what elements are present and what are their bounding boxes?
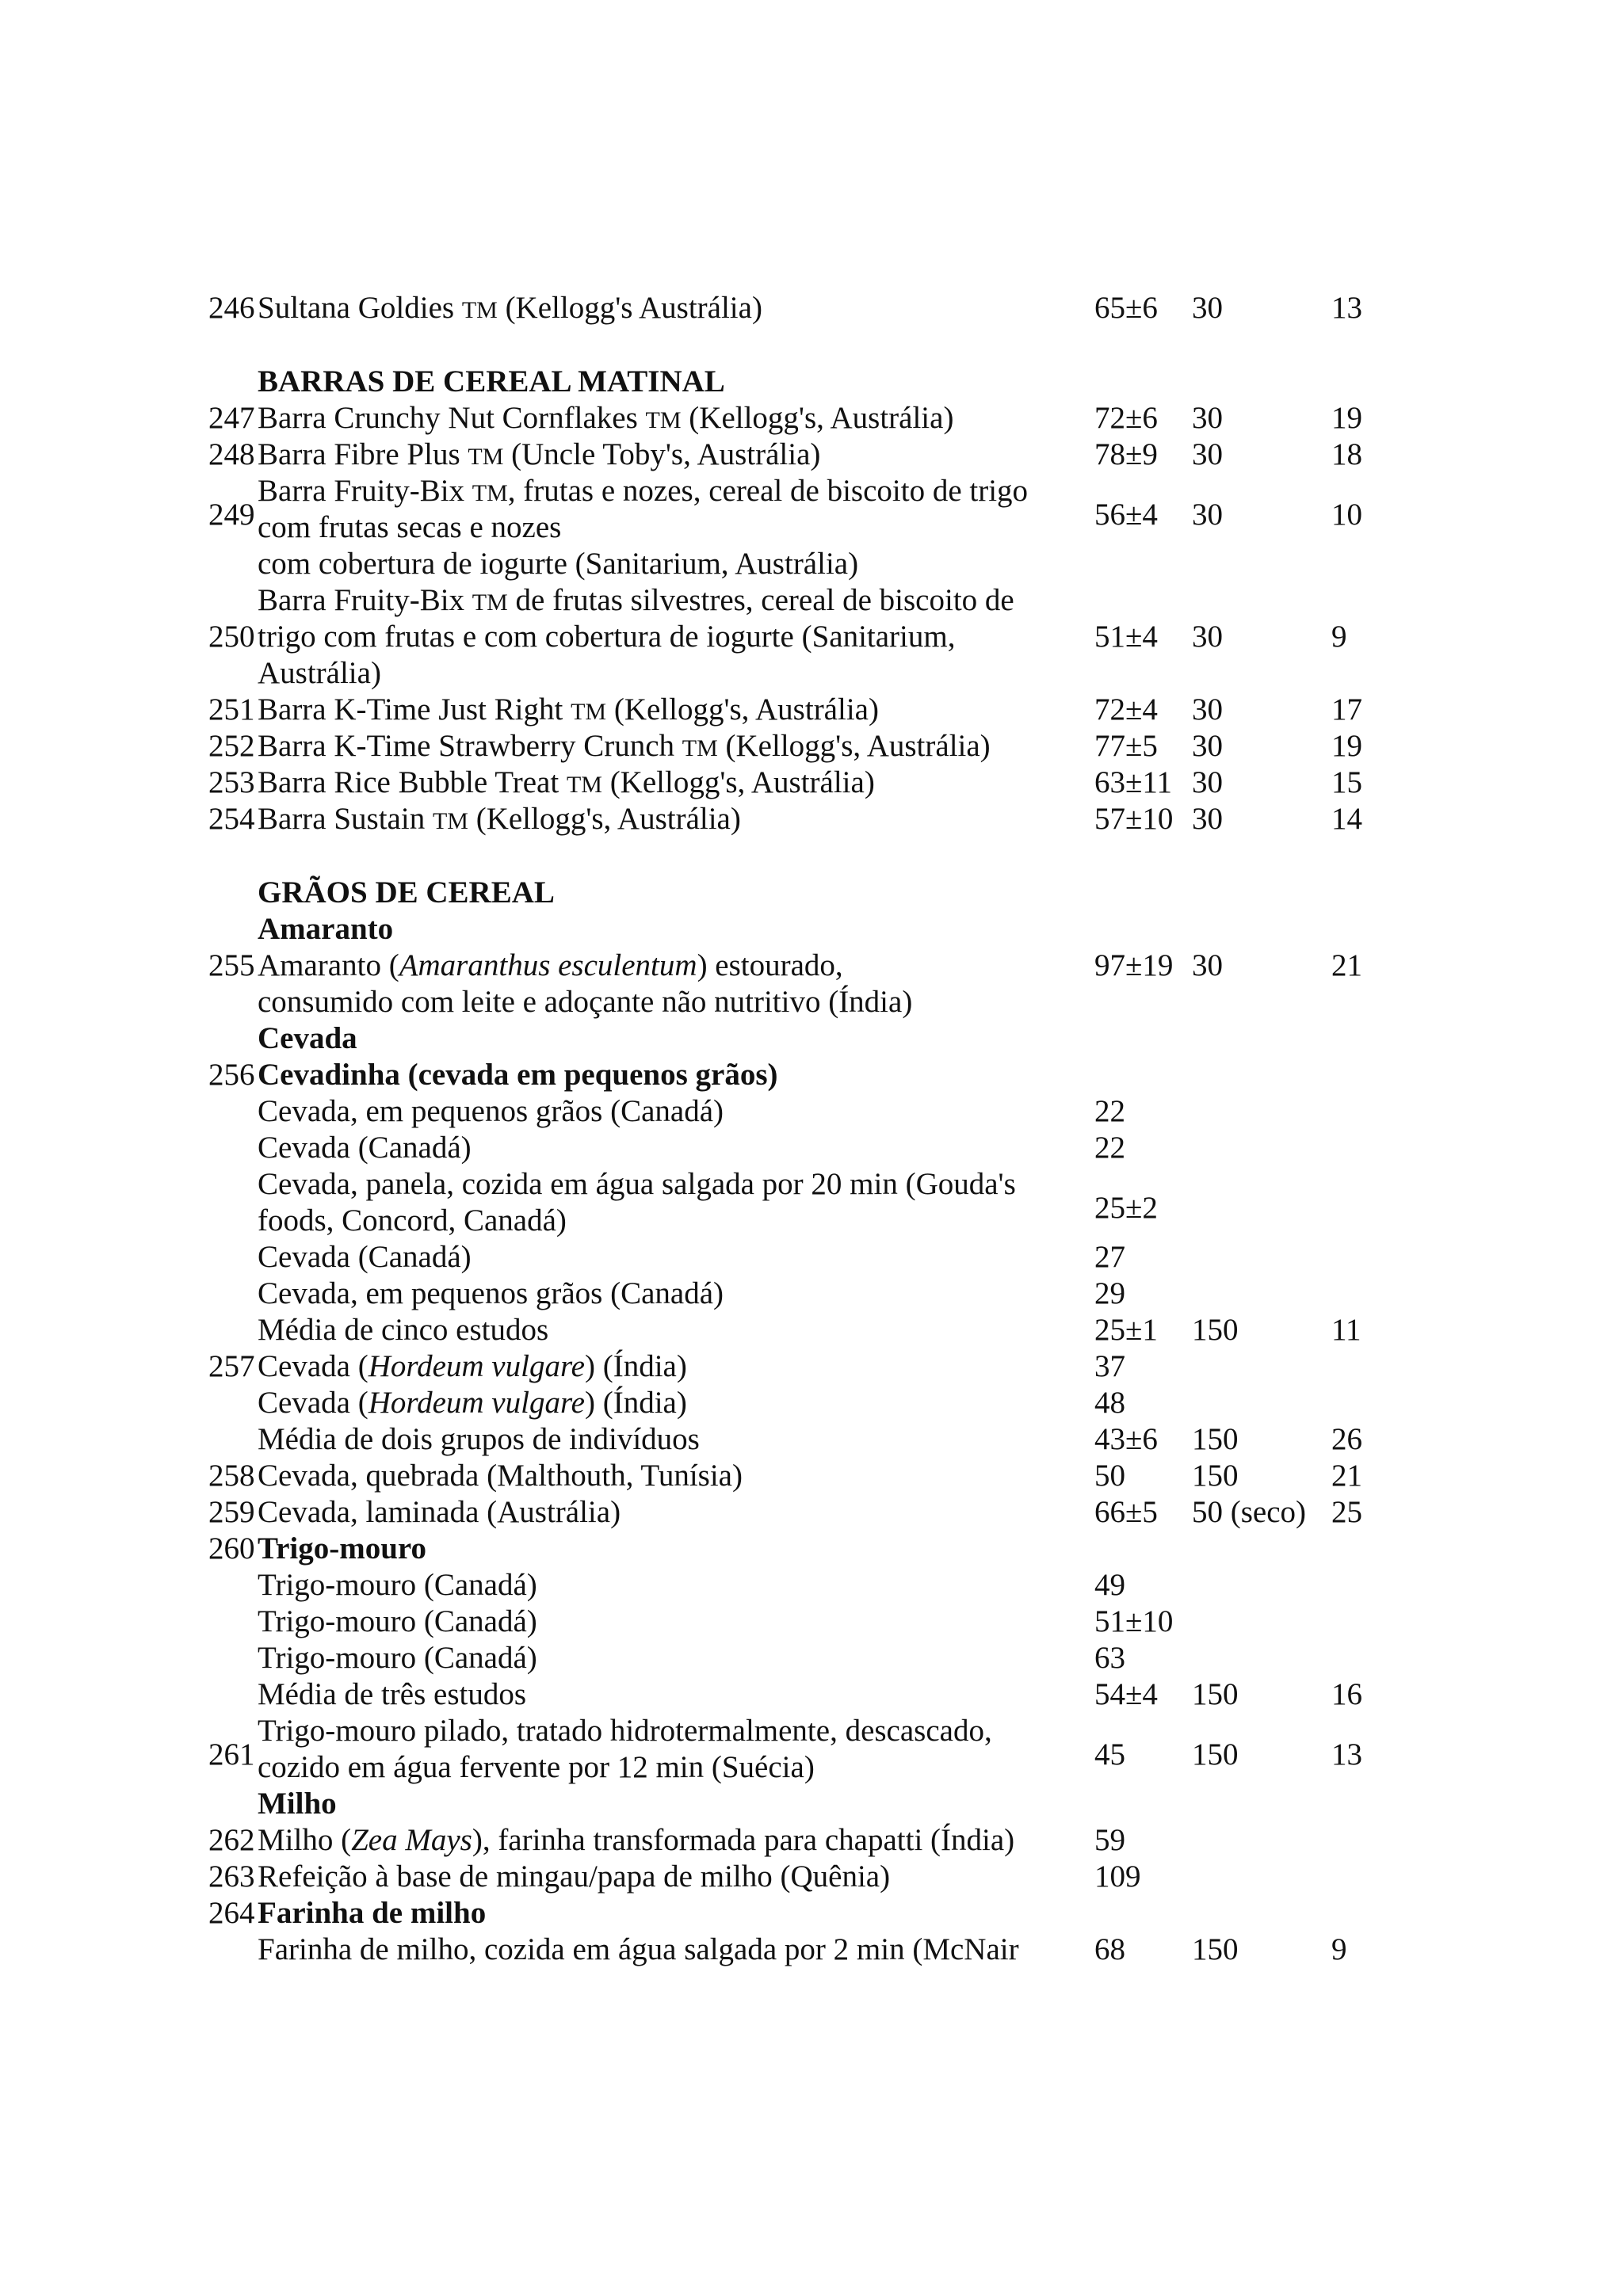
- food-description: [258, 582, 1014, 621]
- food-description: [258, 1932, 1019, 1968]
- table-row: [0, 1348, 1623, 1385]
- food-description: [258, 1713, 992, 1749]
- food-description: [258, 400, 953, 439]
- text-segment: (Kellogg's, Austrália): [468, 802, 741, 836]
- table-row: [0, 1822, 1623, 1859]
- text-segment: (Kellogg's, Austrália): [606, 692, 879, 727]
- serving-size-value: 30: [1192, 802, 1223, 836]
- glycemic-index-value: 77±5: [1094, 729, 1158, 763]
- item-number: 262: [208, 1823, 255, 1857]
- table-row: [0, 1567, 1623, 1604]
- food-description: [258, 1604, 537, 1640]
- item-number: 259: [208, 1495, 255, 1529]
- food-description: [258, 984, 912, 1020]
- food-description: [258, 1166, 1016, 1203]
- glycemic-index-value: 43±6: [1094, 1422, 1158, 1456]
- food-description: [258, 473, 1028, 512]
- text-segment: Cevada, panela, cozida em água salgada por 20 min (Gouda's: [258, 1167, 1016, 1201]
- food-description: [258, 692, 879, 730]
- glycemic-index-value: 49: [1094, 1568, 1125, 1602]
- item-number: 264: [208, 1896, 255, 1930]
- text-segment: , frutas e nozes, cereal de biscoito de trigo: [507, 474, 1029, 508]
- text-segment: Cevadinha (cevada em pequenos grãos): [258, 1058, 778, 1092]
- scientific-name: Hordeum vulgare: [368, 1386, 585, 1420]
- food-description: [258, 1822, 1014, 1859]
- text-segment: Barra Fruity-Bix: [258, 583, 472, 617]
- text-segment: Barra Fibre Plus: [258, 437, 468, 471]
- food-description: [258, 1348, 687, 1385]
- glycemic-index-value: 72±4: [1094, 692, 1158, 727]
- glycemic-index-value: 78±9: [1094, 437, 1158, 471]
- food-description: [258, 1276, 724, 1312]
- item-number: 260: [208, 1531, 255, 1566]
- section-heading: [258, 1895, 486, 1932]
- text-segment: (Kellogg's Austrália): [497, 291, 762, 325]
- text-segment: Trigo-mouro pilado, tratado hidrotermalmente, descascado,: [258, 1714, 992, 1748]
- glycemic-load-value: 16: [1331, 1677, 1362, 1711]
- table-row: [0, 1166, 1623, 1203]
- serving-size-value: 150: [1192, 1313, 1239, 1347]
- text-segment: ) (Índia): [585, 1386, 687, 1420]
- table-row: [0, 1191, 1623, 1239]
- trademark-mark: TM: [461, 297, 498, 323]
- text-segment: BARRAS DE CEREAL MATINAL: [258, 364, 725, 399]
- section-heading: [258, 364, 725, 400]
- table-row: [0, 1640, 1623, 1676]
- food-description: [258, 1385, 687, 1421]
- text-segment: Cevada, em pequenos grãos (Canadá): [258, 1094, 724, 1128]
- table-row: [0, 290, 1623, 326]
- glycemic-index-value: 57±10: [1094, 802, 1174, 836]
- food-description: [258, 1567, 537, 1604]
- food-description: [258, 801, 741, 840]
- text-segment: Barra K-Time Just Right: [258, 692, 571, 727]
- table-row: [0, 1458, 1623, 1494]
- table-row: [0, 546, 1623, 582]
- text-segment: Sultana Goldies: [258, 291, 462, 325]
- text-segment: consumido com leite e adoçante não nutritivo (Índia): [258, 985, 913, 1019]
- table-row: [0, 875, 1623, 911]
- text-segment: Cevada (: [258, 1349, 369, 1383]
- glycemic-index-value: 37: [1094, 1349, 1125, 1383]
- glycemic-index-value: 72±6: [1094, 401, 1158, 435]
- text-segment: (Kellogg's, Austrália): [681, 401, 954, 435]
- text-segment: Cevada, laminada (Austrália): [258, 1495, 621, 1529]
- food-description: [258, 619, 955, 655]
- text-segment: Barra Rice Bubble Treat: [258, 765, 567, 799]
- serving-size-value: 150: [1192, 1459, 1239, 1493]
- text-segment: Barra Crunchy Nut Cornflakes: [258, 401, 646, 435]
- serving-size-value: 150: [1192, 1932, 1239, 1966]
- text-segment: Cevada, em pequenos grãos (Canadá): [258, 1276, 724, 1310]
- table-row: [0, 984, 1623, 1020]
- table-row: [0, 1932, 1623, 1968]
- glycemic-load-value: 17: [1331, 692, 1362, 727]
- glycemic-load-value: 25: [1331, 1495, 1362, 1529]
- glycemic-index-value: 51±10: [1094, 1604, 1174, 1638]
- table-row: [0, 1604, 1623, 1640]
- table-row: [0, 1786, 1623, 1822]
- table-row: [0, 619, 1623, 655]
- trademark-mark: TM: [682, 735, 718, 761]
- item-number: 255: [208, 948, 255, 982]
- table-row: [0, 1130, 1623, 1166]
- table-row: [0, 582, 1623, 619]
- glycemic-index-value: 65±6: [1094, 291, 1158, 325]
- item-number: 252: [208, 729, 255, 763]
- text-segment: ) estourado,: [697, 948, 843, 982]
- scientific-name: Zea Mays: [351, 1823, 472, 1857]
- table-row: [0, 1020, 1623, 1057]
- section-heading: [258, 911, 393, 948]
- section-heading: [258, 875, 555, 911]
- text-segment: cozido em água fervente por 12 min (Suécia): [258, 1750, 815, 1784]
- text-segment: Média de três estudos: [258, 1677, 527, 1711]
- serving-size-value: 150: [1192, 1737, 1239, 1772]
- food-description: [258, 655, 381, 692]
- section-heading: [258, 1531, 426, 1567]
- text-segment: Milho: [258, 1787, 337, 1821]
- table-row: [0, 1531, 1623, 1567]
- glycemic-load-value: 21: [1331, 1459, 1362, 1493]
- food-description: [258, 1421, 700, 1458]
- trademark-mark: TM: [432, 808, 468, 834]
- table-row: [0, 911, 1623, 948]
- table-row: [0, 400, 1623, 437]
- glycemic-index-value: 56±4: [1094, 498, 1158, 532]
- scientific-name: Hordeum vulgare: [368, 1349, 585, 1383]
- food-description: [258, 437, 820, 475]
- table-row: [0, 1057, 1623, 1093]
- text-segment: (Kellogg's, Austrália): [601, 765, 875, 799]
- section-heading: [258, 1057, 778, 1093]
- glycemic-index-value: 25±2: [1094, 1191, 1158, 1225]
- glycemic-index-value: 51±4: [1094, 620, 1158, 654]
- item-number: 251: [208, 692, 255, 727]
- text-segment: Cevada: [258, 1021, 357, 1055]
- table-row: [0, 1676, 1623, 1713]
- serving-size-value: 30: [1192, 401, 1223, 435]
- item-number: 250: [208, 620, 255, 654]
- glycemic-load-value: 13: [1331, 1737, 1362, 1772]
- glycemic-index-value: 48: [1094, 1386, 1125, 1420]
- scientific-name: Amaranthus esculentum: [399, 948, 697, 982]
- text-segment: Trigo-mouro (Canadá): [258, 1568, 537, 1602]
- serving-size-value: 150: [1192, 1422, 1239, 1456]
- text-segment: Refeição à base de mingau/papa de milho (Quênia): [258, 1859, 891, 1894]
- glycemic-load-value: 13: [1331, 291, 1362, 325]
- serving-size-value: 30: [1192, 729, 1223, 763]
- trademark-mark: TM: [566, 772, 602, 798]
- food-description: [258, 948, 843, 984]
- glycemic-index-value: 22: [1094, 1131, 1125, 1165]
- food-description: [258, 1093, 724, 1130]
- glycemic-index-value: 50: [1094, 1459, 1125, 1493]
- text-segment: Barra Sustain: [258, 802, 433, 836]
- text-segment: foods, Concord, Canadá): [258, 1203, 567, 1238]
- text-segment: trigo com frutas e com cobertura de iogurte (Sanitarium,: [258, 620, 956, 654]
- glycemic-index-value: 97±19: [1094, 948, 1174, 982]
- trademark-mark: TM: [472, 480, 508, 506]
- serving-size-value: 30: [1192, 620, 1223, 654]
- text-segment: Milho (: [258, 1823, 352, 1857]
- food-description: [258, 1203, 567, 1239]
- text-segment: de frutas silvestres, cereal de biscoito de: [507, 583, 1014, 617]
- table-row: [0, 1276, 1623, 1312]
- text-segment: Média de dois grupos de indivíduos: [258, 1422, 700, 1456]
- text-segment: ) (Índia): [585, 1349, 687, 1383]
- glycemic-index-value: 45: [1094, 1737, 1125, 1772]
- food-description: [258, 1494, 621, 1531]
- table-row: [0, 1737, 1623, 1786]
- table-row: [0, 1312, 1623, 1348]
- table-row: [0, 692, 1623, 728]
- glycemic-load-value: 19: [1331, 401, 1362, 435]
- glycemic-index-value: 29: [1094, 1276, 1125, 1310]
- text-segment: Amaranto (: [258, 948, 399, 982]
- serving-size-value: 30: [1192, 692, 1223, 727]
- serving-size-value: 30: [1192, 498, 1223, 532]
- item-number: 249: [208, 498, 255, 532]
- glycemic-index-value: 25±1: [1094, 1313, 1158, 1347]
- food-description: [258, 765, 875, 803]
- text-segment: Trigo-mouro: [258, 1531, 427, 1566]
- item-number: 263: [208, 1859, 255, 1894]
- table-row: [0, 948, 1623, 984]
- text-segment: Trigo-mouro (Canadá): [258, 1641, 537, 1675]
- glycemic-load-value: 10: [1331, 498, 1362, 532]
- text-segment: Farinha de milho: [258, 1896, 487, 1930]
- glycemic-index-value: 59: [1094, 1823, 1125, 1857]
- text-segment: Farinha de milho, cozida em água salgada por 2 min (McNair: [258, 1932, 1019, 1966]
- text-segment: com frutas secas e nozes: [258, 510, 562, 544]
- table-row: [0, 801, 1623, 837]
- table-row: [0, 498, 1623, 546]
- serving-size-value: 30: [1192, 437, 1223, 471]
- food-description: [258, 546, 858, 582]
- food-description: [258, 1312, 548, 1348]
- item-number: 256: [208, 1058, 255, 1092]
- table-row: [0, 1895, 1623, 1932]
- glycemic-index-value: 109: [1094, 1859, 1141, 1894]
- text-segment: Média de cinco estudos: [258, 1313, 549, 1347]
- food-description: [258, 1859, 890, 1895]
- table-row: [0, 728, 1623, 765]
- serving-size-value: 50 (seco): [1192, 1495, 1307, 1529]
- serving-size-value: 150: [1192, 1677, 1239, 1711]
- text-segment: Cevada (: [258, 1386, 369, 1420]
- food-description: [258, 1676, 526, 1713]
- item-number: 247: [208, 401, 255, 435]
- item-number: 248: [208, 437, 255, 471]
- food-description: [258, 1640, 537, 1676]
- table-row: [0, 655, 1623, 692]
- text-segment: ), farinha transformada para chapatti (Índia): [472, 1823, 1015, 1857]
- food-description: [258, 290, 762, 329]
- table-row: [0, 364, 1623, 400]
- food-description: [258, 1749, 815, 1786]
- trademark-mark: TM: [571, 699, 607, 725]
- glycemic-index-value: 54±4: [1094, 1677, 1158, 1711]
- text-segment: Cevada (Canadá): [258, 1240, 472, 1274]
- text-segment: GRÃOS DE CEREAL: [258, 875, 555, 910]
- glycemic-index-value: 27: [1094, 1240, 1125, 1274]
- section-heading: [258, 1020, 357, 1057]
- glycemic-load-value: 9: [1331, 1932, 1347, 1966]
- food-description: [258, 509, 561, 546]
- glycemic-load-value: 14: [1331, 802, 1362, 836]
- table-row: [0, 1859, 1623, 1895]
- text-segment: (Kellogg's, Austrália): [717, 729, 991, 763]
- section-heading: [258, 1786, 337, 1822]
- glycemic-index-value: 63±11: [1094, 765, 1172, 799]
- food-description: [258, 1239, 472, 1276]
- table-row: [0, 1421, 1623, 1458]
- item-number: 253: [208, 765, 255, 799]
- text-segment: Barra Fruity-Bix: [258, 474, 472, 508]
- food-description: [258, 728, 991, 767]
- text-segment: Amaranto: [258, 912, 394, 946]
- text-segment: Trigo-mouro (Canadá): [258, 1604, 537, 1638]
- table-row: [0, 1494, 1623, 1531]
- serving-size-value: 30: [1192, 291, 1223, 325]
- item-number: 257: [208, 1349, 255, 1383]
- glycemic-load-value: 11: [1331, 1313, 1361, 1347]
- table-row: [0, 1093, 1623, 1130]
- glycemic-load-value: 26: [1331, 1422, 1362, 1456]
- food-description: [258, 1130, 472, 1166]
- item-number: 246: [208, 291, 255, 325]
- serving-size-value: 30: [1192, 765, 1223, 799]
- text-segment: Barra K-Time Strawberry Crunch: [258, 729, 682, 763]
- glycemic-load-value: 19: [1331, 729, 1362, 763]
- table-row: [0, 1385, 1623, 1421]
- text-segment: Cevada, quebrada (Malthouth, Tunísia): [258, 1459, 743, 1493]
- table-row: [0, 437, 1623, 473]
- text-segment: Austrália): [258, 656, 381, 690]
- glycemic-load-value: 9: [1331, 620, 1347, 654]
- item-number: 261: [208, 1737, 255, 1772]
- glycemic-index-value: 22: [1094, 1094, 1125, 1128]
- food-description: [258, 1458, 743, 1494]
- table-row: [0, 765, 1623, 801]
- trademark-mark: TM: [645, 407, 682, 433]
- glycemic-load-value: 21: [1331, 948, 1362, 982]
- trademark-mark: TM: [468, 444, 504, 470]
- trademark-mark: TM: [472, 589, 508, 616]
- glycemic-index-value: 66±5: [1094, 1495, 1158, 1529]
- glycemic-load-value: 18: [1331, 437, 1362, 471]
- text-segment: Cevada (Canadá): [258, 1131, 472, 1165]
- item-number: 254: [208, 802, 255, 836]
- serving-size-value: 30: [1192, 948, 1223, 982]
- item-number: 258: [208, 1459, 255, 1493]
- table-row: [0, 1239, 1623, 1276]
- text-segment: com cobertura de iogurte (Sanitarium, Austrália): [258, 547, 859, 581]
- text-segment: (Uncle Toby's, Austrália): [503, 437, 821, 471]
- glycemic-index-value: 63: [1094, 1641, 1125, 1675]
- glycemic-index-value: 68: [1094, 1932, 1125, 1966]
- glycemic-load-value: 15: [1331, 765, 1362, 799]
